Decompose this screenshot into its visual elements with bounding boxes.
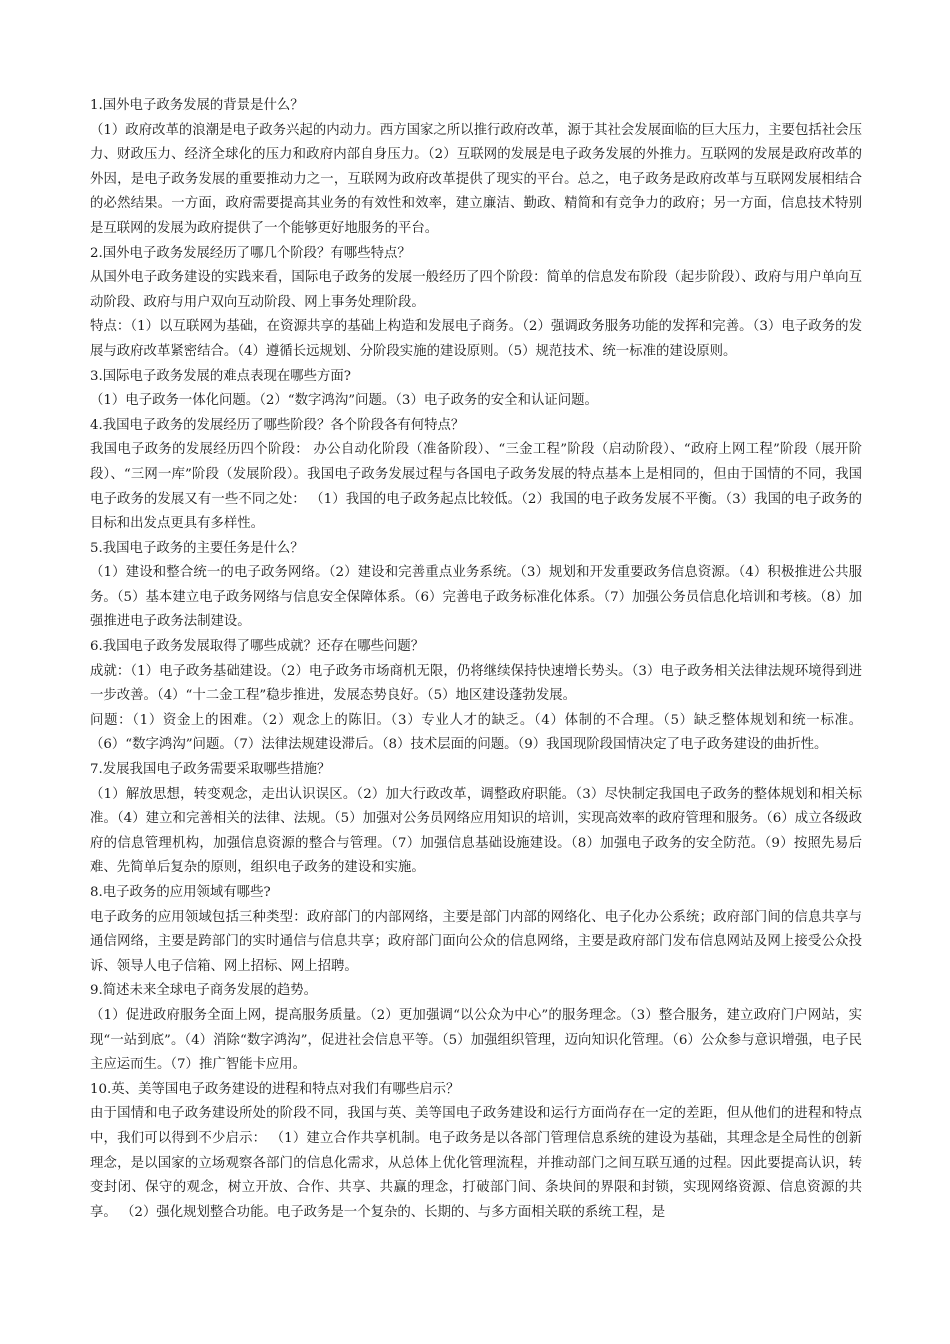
section-7 [90, 758, 862, 881]
section-6 [90, 635, 862, 758]
question-heading: 7.发展我国电子政务需要采取哪些措施？ [90, 762, 331, 778]
question-heading: 6.我国电子政务发展取得了哪些成就？还存在哪些问题？ [90, 639, 425, 655]
section-5 [90, 537, 862, 635]
answer-paragraph: （1）解放思想，转变观念，走出认识误区。（2）加大行政改革，调整政府职能。（3）尽快制定我国电子政务的整体规划和相关标准。（4）建立和完善相关的法律、法规。（5）加强对公务员网络应用知识的培训，实现高效率的政府管理和服务。（6）成立各级政府的信息管理机构，加强信息资源的整合与管理。（7）加强信息基础设施建设。（8）加强电子政务的安全防范。（9）按照先易后难、先简单后复杂的原则，组织电子政务的建设和实施。 [90, 786, 862, 876]
section-4 [90, 414, 862, 537]
question-heading: 8.电子政务的应用领域有哪些? [90, 885, 271, 900]
answer-paragraph: （1）促进政府服务全面上网，提高服务质量。（2）更加强调“以公众为中心”的服务理念。（3）整合服务，建立政府门户网站，实现“一站到底”。（4）消除“数字鸿沟”，促进社会信息平等。（5）加强组织管理，迈向知识化管理。（6）公众参与意识增强，电子民主应运而生。（7）推广智能卡应用。 [90, 1007, 862, 1073]
answer-paragraph: 成就：（1）电子政务基础建设。（2）电子政务市场商机无限，仍将继续保持快速增长势头。（3）电子政务相关法律法规环境得到进一步改善。（4）“十二金工程”稳步推进，发展态势良好。（5）地区建设蓬勃发展。 [90, 663, 862, 704]
question-heading: 3.国际电子政务发展的难点表现在哪些方面? [90, 368, 351, 384]
document-page [90, 94, 862, 1225]
answer-paragraph: 由于国情和电子政务建设所处的阶段不同，我国与英、美等国电子政务建设和运行方面尚存在一定的差距，但从他们的进程和特点中，我们可以得到不少启示： （1）建立合作共享机制。电子政务是以各部门管理信息系统的建设为基础，其理念是全局性的创新理念，是以国家的立场观察各部门的信息化需求，从总体上优化管理流程，并推动部门之间互联互通的过程。因此要提高认识，转变封闭、保守的观念，树立开放、合作、共享、共赢的理念，打破部门间、条块间的界限和封锁，实现网络资源、信息资源的共享。 （2）强化规划整合功能。电子政务是一个复杂的、长期的、与多方面相关联的系统工程，是 [90, 1106, 862, 1220]
question-heading: 9.简述未来全球电子商务发展的趋势。 [90, 983, 318, 999]
answer-paragraph: 特点：（1）以互联网为基础，在资源共享的基础上构造和发展电子商务。（2）强调政务服务功能的发挥和完善。（3）电子政务的发展与政府改革紧密结合。（4）遵循长远规划、分阶段实施的建设原则。（5）规范技术、统一标准的建设原则。 [90, 319, 862, 359]
section-8 [90, 881, 862, 979]
answer-paragraph: 从国外电子政务建设的实践来看，国际电子政务的发展一般经历了四个阶段：简单的信息发布阶段（起步阶段）、政府与用户单向互动阶段、政府与用户双向互动阶段、网上事务处理阶段。 [90, 270, 862, 310]
answer-paragraph: （1）电子政务一体化问题。（2）“数字鸿沟”问题。（3）电子政务的安全和认证问题。 [90, 393, 598, 409]
answer-paragraph: （1）政府改革的浪潮是电子政务兴起的内动力。西方国家之所以推行政府改革，源于其社会发展面临的巨大压力，主要包括社会压力、财政压力、经济全球化的压力和政府内部自身压力。（2）互联网的发展是电子政务发展的外推力。互联网的发展是政府改革的外因，是电子政务发展的重要推动力之一，互联网为政府改革提供了现实的平台。总之，电子政务是政府改革与互联网发展相结合的必然结果。一方面，政府需要提高其业务的有效性和效率，建立廉洁、勤政、精简和有竞争力的政府；另一方面，信息技术特别是互联网的发展为政府提供了一个能够更好地服务的平台。 [90, 122, 862, 236]
section-9 [90, 979, 862, 1077]
answer-paragraph: 电子政务的应用领域包括三种类型：政府部门的内部网络，主要是部门内部的网络化、电子化办公系统；政府部门间的信息共享与通信网络，主要是跨部门的实时通信与信息共享；政府部门面向公众的信息网络，主要是政府部门发布信息网站及网上接受公众投诉、领导人电子信箱、网上招标、网上招聘。 [90, 909, 862, 974]
question-heading: 2.国外电子政务发展经历了哪几个阶段？有哪些特点？ [90, 245, 411, 261]
section-3 [90, 365, 862, 414]
answer-paragraph: （1）建设和整合统一的电子政务网络。（2）建设和完善重点业务系统。（3）规划和开发重要政务信息资源。（4）积极推进公共服务。（5）基本建立电子政务网络与信息安全保障体系。（6）完善电子政务标准化体系。（7）加强公务员信息化培训和考核。（8）加强推进电子政务法制建设。 [90, 565, 862, 630]
question-heading: 1.国外电子政务发展的背景是什么？ [90, 98, 304, 113]
question-heading: 10.英、美等国电子政务建设的进程和特点对我们有哪些启示？ [90, 1081, 460, 1097]
section-2 [90, 242, 862, 365]
answer-paragraph: 我国电子政务的发展经历四个阶段： 办公自动化阶段（准备阶段）、“三金工程”阶段（启动阶段）、“政府上网工程”阶段（展开阶段）、“三网一库”阶段（发展阶段）。我国电子政务发展过程与各国电子政务发展的特点基本上是相同的，但由于国情的不同，我国电子政务的发展又有一些不同之处： （1）我国的电子政务起点比较低。（2）我国的电子政务发展不平衡。（3）我国的电子政务的目标和出发点更具有多样性。 [90, 442, 862, 532]
answer-paragraph: 问题：（1）资金上的困难。（2）观念上的陈旧。（3）专业人才的缺乏。（4）体制的不合理。（5）缺乏整体规划和统一标准。（6）“数字鸿沟”问题。（7）法律法规建设滞后。（8）技术层面的问题。（9）我国现阶段国情决定了电子政务建设的曲折性。 [90, 712, 862, 753]
section-1 [90, 94, 862, 242]
question-heading: 5.我国电子政务的主要任务是什么？ [90, 540, 304, 556]
section-10 [90, 1078, 862, 1226]
question-heading: 4.我国电子政务的发展经历了哪些阶段？各个阶段各有何特点？ [90, 417, 465, 433]
